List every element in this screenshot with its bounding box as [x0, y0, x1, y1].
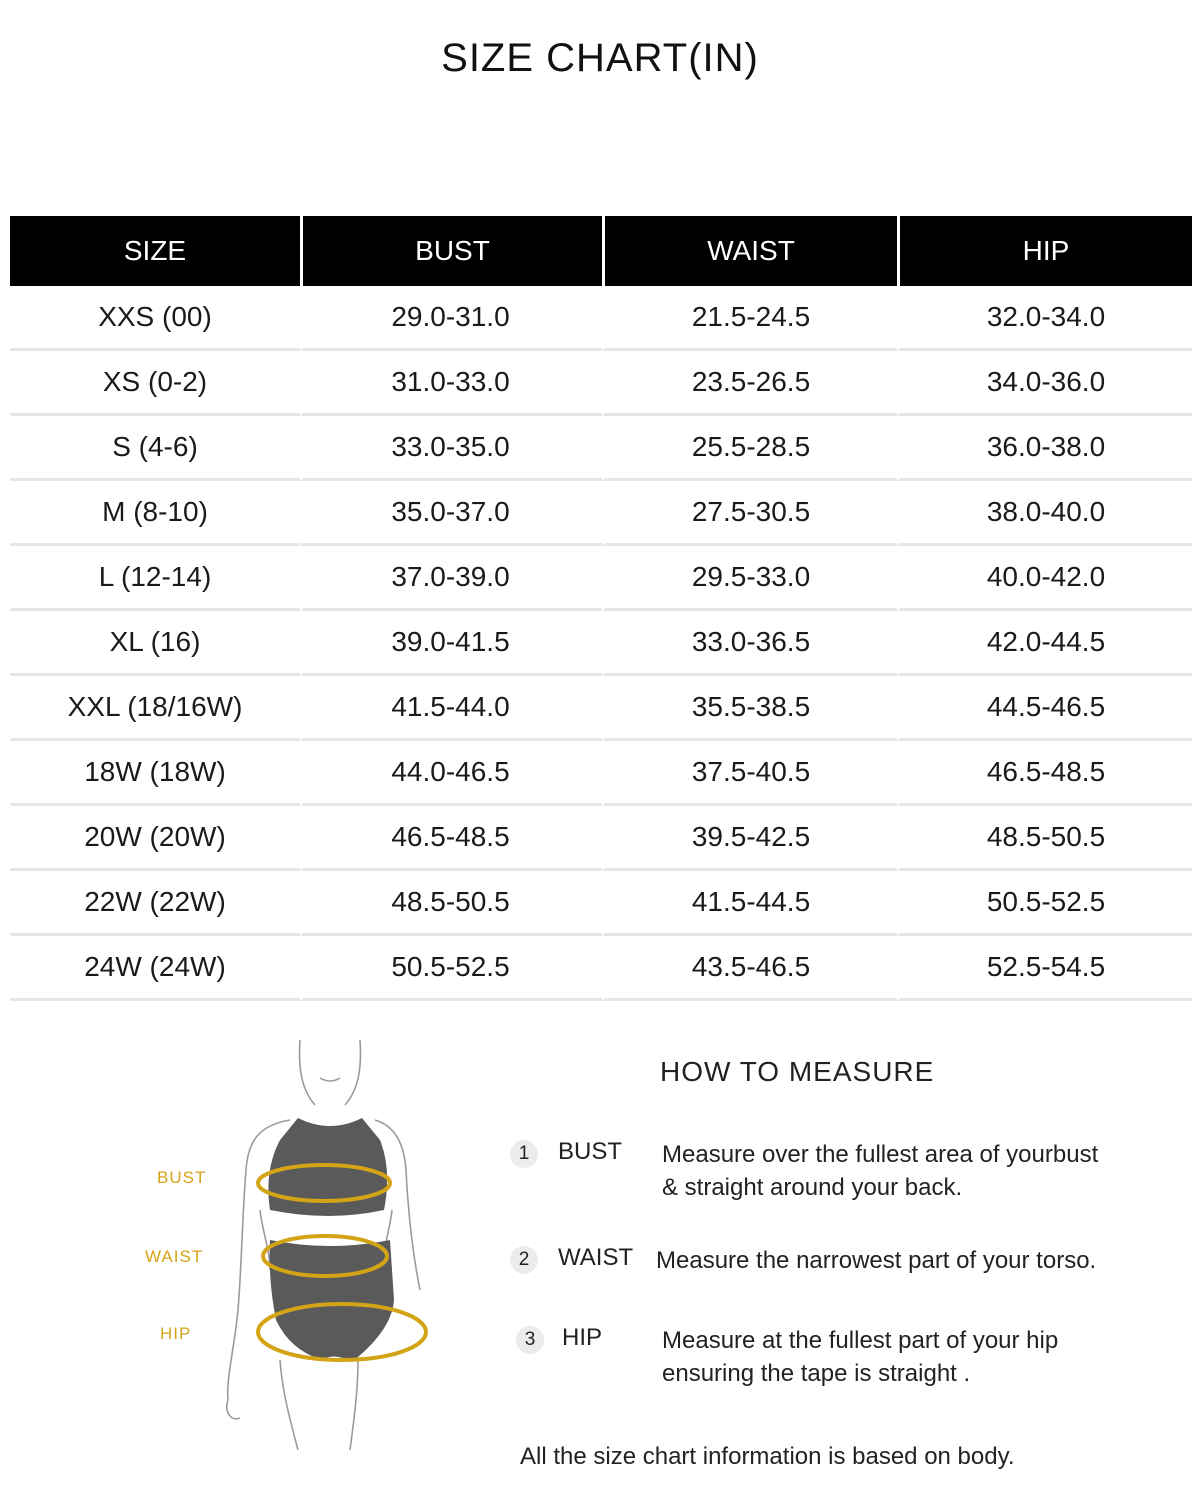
how-to-measure-title: HOW TO MEASURE	[660, 1056, 935, 1087]
step-number: 1	[510, 1140, 538, 1168]
cell-bust: 31.0-33.0	[300, 351, 602, 416]
cell-size: XXS (00)	[10, 286, 300, 351]
table-header-row	[10, 216, 1192, 286]
cell-size: M (8-10)	[10, 481, 300, 546]
cell-size: 22W (22W)	[10, 871, 300, 936]
step-name: HIP	[562, 1324, 603, 1351]
table-row	[10, 481, 1192, 546]
cell-hip: 36.0-38.0	[897, 416, 1192, 481]
step-description	[662, 1324, 1162, 1390]
cell-bust: 35.0-37.0	[300, 481, 602, 546]
cell-waist: 27.5-30.5	[602, 481, 897, 546]
cell-size: XS (0-2)	[10, 351, 300, 416]
cell-waist: 41.5-44.5	[602, 871, 897, 936]
cell-waist: 39.5-42.5	[602, 806, 897, 871]
step-desc-line1: Measure over the fullest area of yourbust	[662, 1141, 1099, 1168]
table-row	[10, 676, 1192, 741]
cell-hip: 50.5-52.5	[897, 871, 1192, 936]
cell-size: XXL (18/16W)	[10, 676, 300, 741]
cell-hip: 38.0-40.0	[897, 481, 1192, 546]
cell-bust: 41.5-44.0	[300, 676, 602, 741]
body-figure	[130, 1030, 450, 1450]
waist-label: WAIST	[145, 1247, 204, 1266]
header-hip: HIP	[897, 216, 1192, 286]
table-row	[10, 351, 1192, 416]
table-row	[10, 286, 1192, 351]
cell-bust: 29.0-31.0	[300, 286, 602, 351]
table-row	[10, 546, 1192, 611]
step-desc-line2: & straight around your back.	[662, 1174, 963, 1201]
cell-hip: 46.5-48.5	[897, 741, 1192, 806]
cell-waist: 43.5-46.5	[602, 936, 897, 1001]
cell-waist: 23.5-26.5	[602, 351, 897, 416]
table-row	[10, 741, 1192, 806]
cell-bust: 33.0-35.0	[300, 416, 602, 481]
cell-size: S (4-6)	[10, 416, 300, 481]
cell-bust: 44.0-46.5	[300, 741, 602, 806]
cell-waist: 29.5-33.0	[602, 546, 897, 611]
cell-hip: 42.0-44.5	[897, 611, 1192, 676]
table-row	[10, 871, 1192, 936]
cell-waist: 37.5-40.5	[602, 741, 897, 806]
body-figure-illustration	[130, 1030, 450, 1450]
step-desc-line1: Measure at the fullest part of your hip	[662, 1327, 1059, 1354]
hip-label: HIP	[160, 1324, 192, 1343]
step-number: 3	[516, 1326, 544, 1354]
cell-bust: 37.0-39.0	[300, 546, 602, 611]
bust-label: BUST	[157, 1168, 207, 1187]
size-chart-table	[10, 216, 1192, 1001]
cell-waist: 35.5-38.5	[602, 676, 897, 741]
cell-hip: 32.0-34.0	[897, 286, 1192, 351]
cell-hip: 40.0-42.0	[897, 546, 1192, 611]
cell-size: 20W (20W)	[10, 806, 300, 871]
cell-hip: 48.5-50.5	[897, 806, 1192, 871]
cell-bust: 50.5-52.5	[300, 936, 602, 1001]
step-number: 2	[510, 1246, 538, 1274]
step-desc-line2: ensuring the tape is straight .	[662, 1360, 971, 1387]
table-row	[10, 806, 1192, 871]
cell-waist: 25.5-28.5	[602, 416, 897, 481]
step-desc-line1: Measure the narrowest part of your torso.	[656, 1247, 1097, 1274]
table-body	[10, 286, 1192, 1001]
header-waist: WAIST	[602, 216, 897, 286]
page-title: SIZE CHART(IN)	[441, 36, 759, 80]
header-bust: BUST	[300, 216, 602, 286]
cell-size: XL (16)	[10, 611, 300, 676]
cell-size: 24W (24W)	[10, 936, 300, 1001]
header-size: SIZE	[10, 216, 300, 286]
table-row	[10, 416, 1192, 481]
cell-hip: 52.5-54.5	[897, 936, 1192, 1001]
table-row	[10, 611, 1192, 676]
cell-hip: 44.5-46.5	[897, 676, 1192, 741]
cell-size: L (12-14)	[10, 546, 300, 611]
cell-bust: 39.0-41.5	[300, 611, 602, 676]
cell-bust: 48.5-50.5	[300, 871, 602, 936]
cell-waist: 21.5-24.5	[602, 286, 897, 351]
footnote: All the size chart information is based on body.	[520, 1443, 1015, 1470]
step-name: BUST	[558, 1138, 623, 1165]
cell-size: 18W (18W)	[10, 741, 300, 806]
step-description	[656, 1244, 1156, 1277]
table-row	[10, 936, 1192, 1001]
step-name: WAIST	[558, 1244, 634, 1271]
cell-waist: 33.0-36.5	[602, 611, 897, 676]
step-description	[662, 1138, 1162, 1204]
cell-bust: 46.5-48.5	[300, 806, 602, 871]
cell-hip: 34.0-36.0	[897, 351, 1192, 416]
